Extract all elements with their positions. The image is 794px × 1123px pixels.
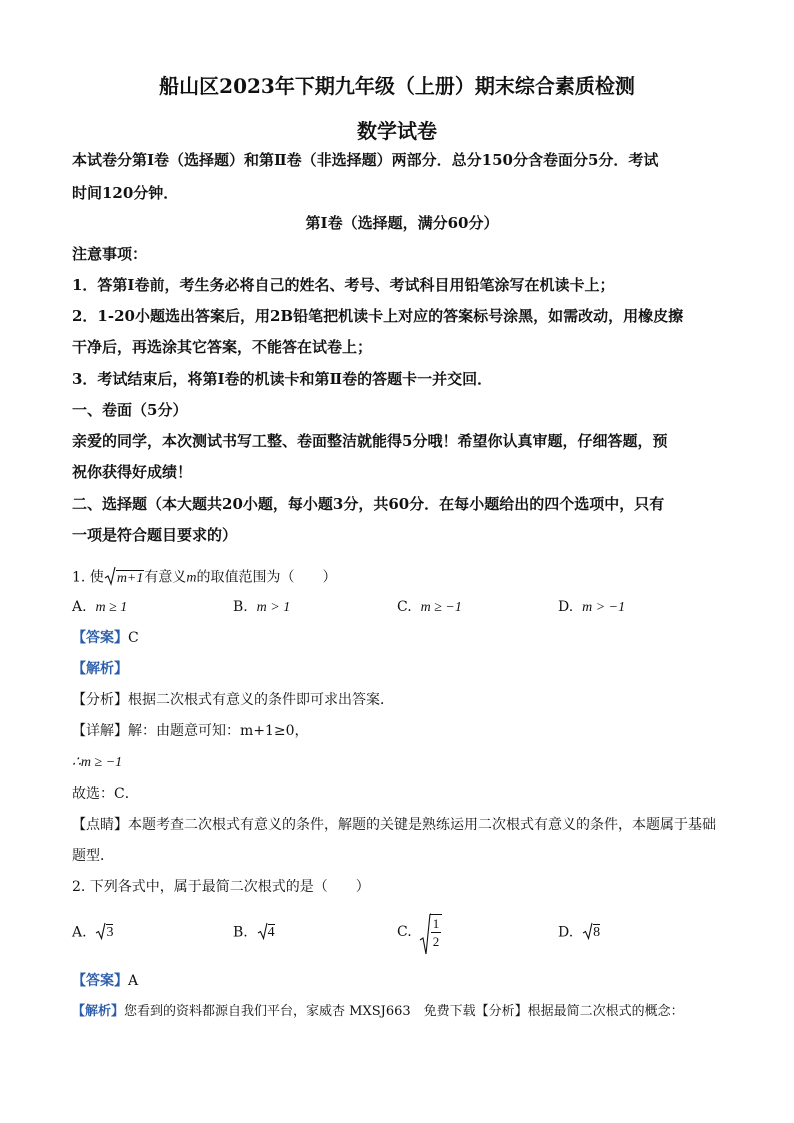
section1-heading: 一、卷面（5分） <box>72 401 188 419</box>
q2-option-b: B. 4 <box>233 922 275 943</box>
q2-option-d-radical: 8 <box>582 922 600 943</box>
part1-heading: 第Ⅰ卷（选择题，满分60分） <box>305 214 499 232</box>
q2-option-b-radical: 4 <box>257 922 275 943</box>
q2-option-c-fraction: 1 2 <box>430 914 442 950</box>
q1-radical: m+1 <box>104 566 145 589</box>
q1-stem: 1. 使 m+1有意义m的取值范围为（ ） <box>72 566 732 589</box>
q2-stem: 2. 下列各式中，属于最简二次根式的是（ ） <box>72 879 370 895</box>
intro-line-2: 时间120分钟． <box>72 184 179 202</box>
section1-text-1: 亲爱的同学，本次测试书写工整、卷面整洁就能得5分哦！希望你认真审题，仔细答题，预 <box>72 432 668 450</box>
q1-analysis-tag: 【解析】 <box>72 661 128 677</box>
q1-option-b: B. m > 1 <box>233 599 291 615</box>
q2-analysis: 【解析】您看到的资料都源自我们平台，家威杏 MXSJ663 免费下载【分析】根据最简二次根式的概念： <box>72 1004 684 1019</box>
q1-option-d: D. m > −1 <box>558 599 626 615</box>
q1-conclude: 故选：C． <box>72 786 139 802</box>
notice-2b: 干净后，再选涂其它答案，不能答在试卷上； <box>72 338 373 356</box>
q1-option-c: C. m ≥ −1 <box>397 599 462 615</box>
q1-therefore: ∴m ≥ −1 <box>72 755 123 770</box>
q1-comment-2: 题型． <box>72 848 114 864</box>
notice-title: 注意事项： <box>72 245 148 263</box>
section2-heading-1: 二、选择题（本大题共20小题，每小题3分，共60分．在每小题给出的四个选项中，只有 <box>72 495 665 513</box>
exam-page: 船山区2023年下期九年级（上册）期末综合素质检测 数学试卷 本试卷分第Ⅰ卷（选择题）和第Ⅱ卷（非选择题）两部分．总分150分含卷面分5分．考试 时间120分钟． 第Ⅰ卷（选择题，满分60分） 注意事项： 1．答第Ⅰ卷前，考生务必将自己的姓名、考号、考试科目用铅笔涂写在机读卡上； 2．1-20小题选出答案后，用2B铅笔把机读卡上对应的答案标号涂黑，如需改动，用橡皮擦 干净后，再选涂其它答案，不能答在试卷上； 3．考试结束后，将第Ⅰ卷的机读卡和第Ⅱ卷的答题卡一并交回． 一、卷面（5分） 亲爱的同学，本次测试书写工整、卷面整洁就能得5分哦！希望你认真审题，仔细答题，预 祝你获得好成绩！ 二、选择题（本大题共20小题，每小题3分，共60分．在每小题给出的四个选项中，只有 一项是符合题目要求的） 1. 使 m+1有意义m的取值范围为（ ） A. m ≥ 1 B. m > 1 C. m ≥ −1 D. m > −1 【答案】C 【解析】 【分析】根据二次根式有意义的条件即可求出答案． 【详解】解：由题意可知：m+1≥0， ∴m ≥ −1 故选：C． 【点睛】本题考查二次根式有意义的条件，解题的关键是熟练运用二次根式有意义的条件，本题属于基础 题型． 2. 下列各式中，属于最简二次根式的是（ ） A. 3 B. 4 C. 1 2 D. 8 【答案】A 【解析】您看到的资料都源自我们平台，家威杏 MXSJ663 免费下载【分析】根据最简二次根式的概念： <box>0 0 794 1123</box>
intro-line-1: 本试卷分第Ⅰ卷（选择题）和第Ⅱ卷（非选择题）两部分．总分150分含卷面分5分．考试 <box>72 151 659 169</box>
q2-option-d: D. 8 <box>558 922 600 943</box>
q1-fenxi: 【分析】根据二次根式有意义的条件即可求出答案． <box>72 692 394 708</box>
q2-option-a: A. 3 <box>72 922 113 943</box>
notice-1: 1．答第Ⅰ卷前，考生务必将自己的姓名、考号、考试科目用铅笔涂写在机读卡上； <box>72 276 615 294</box>
q1-answer: 【答案】C <box>72 630 139 646</box>
notice-3: 3．考试结束后，将第Ⅰ卷的机读卡和第Ⅱ卷的答题卡一并交回． <box>72 370 493 388</box>
q1-option-a: A. m ≥ 1 <box>72 599 128 615</box>
page-subtitle: 数学试卷 <box>357 119 437 143</box>
q1-detail: 【详解】解：由题意可知：m+1≥0， <box>72 723 309 739</box>
section2-heading-2: 一项是符合题目要求的） <box>72 526 238 544</box>
q2-option-a-radical: 3 <box>95 922 113 943</box>
section1-text-2: 祝你获得好成绩！ <box>72 463 193 481</box>
notice-2a: 2．1-20小题选出答案后，用2B铅笔把机读卡上对应的答案标号涂黑，如需改动，用橡皮擦 <box>72 307 684 325</box>
q1-comment-1: 【点睛】本题考查二次根式有意义的条件，解题的关键是熟练运用二次根式有意义的条件，本题属于基础 <box>72 817 716 833</box>
page-title: 船山区2023年下期九年级（上册）期末综合素质检测 <box>159 74 635 98</box>
q2-answer: 【答案】A <box>72 973 139 989</box>
